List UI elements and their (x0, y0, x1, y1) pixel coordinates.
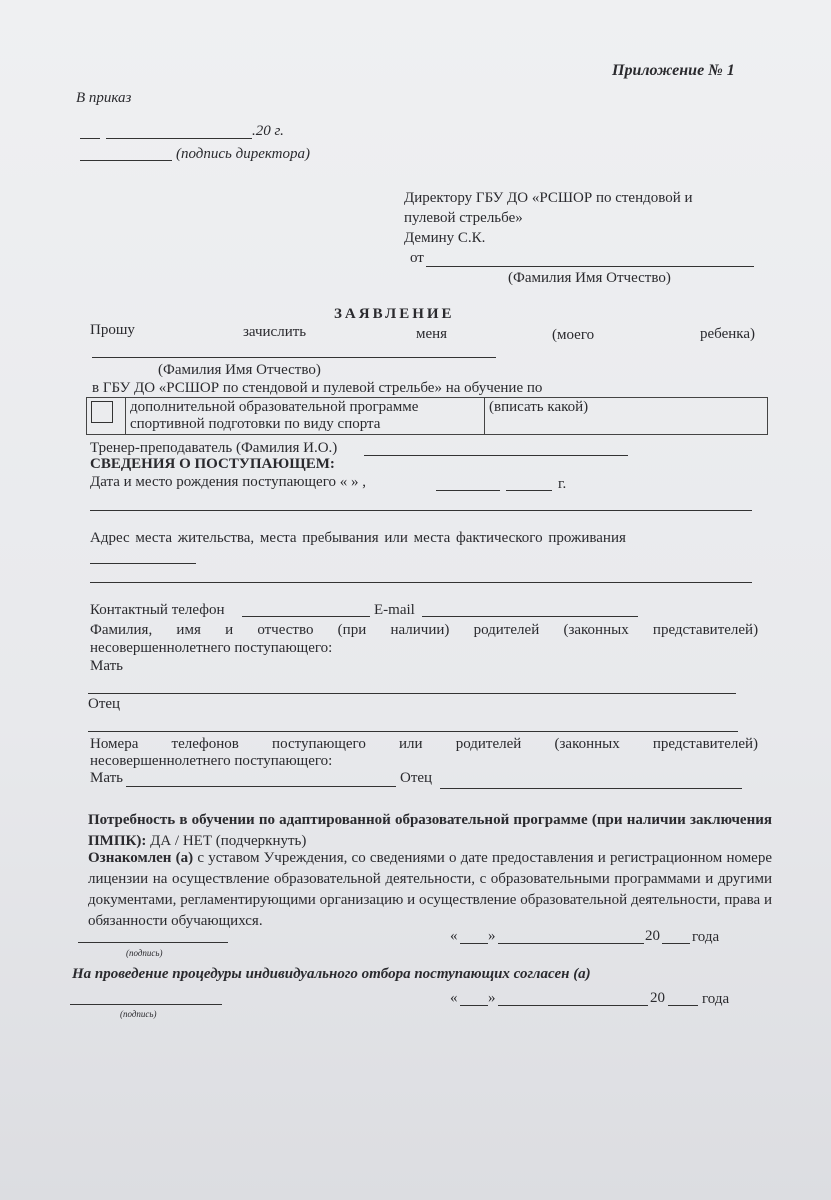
consent-signature-hint: (подпись) (120, 1009, 157, 1019)
director-signature-hint: (подпись директора) (176, 146, 311, 162)
program-input-cell[interactable] (485, 398, 768, 435)
acknowledge-month-line[interactable] (498, 943, 644, 944)
address-line1[interactable] (90, 563, 196, 564)
birth-year-label: г. (558, 476, 567, 492)
director-signature-line[interactable] (80, 160, 172, 161)
phone-mother-line[interactable] (126, 786, 396, 787)
acknowledge-date-close: » (488, 928, 496, 944)
applicant-heading: СВЕДЕНИЯ О ПОСТУПАЮЩЕМ: (90, 456, 335, 472)
acknowledge-day-line[interactable] (460, 943, 488, 944)
institution-text: в ГБУ ДО «РСШОР по стендовой и пулевой стрельбе» на обучение по (92, 380, 543, 396)
consent-text: На проведение процедуры индивидуального отбора поступающих согласен (а) (72, 966, 591, 982)
consent-date-open: « (450, 990, 458, 1006)
consent-date-close: » (488, 990, 496, 1006)
order-month-line[interactable] (106, 138, 252, 139)
from-label: от (410, 250, 424, 266)
from-name-line[interactable] (426, 266, 754, 267)
phones-label: Номера телефонов поступающего или родителей (законных представителей) (90, 736, 759, 752)
request-word: Прошу (90, 322, 135, 338)
acknowledge-year-line[interactable] (662, 943, 690, 944)
parents-label-line2: несовершеннолетнего поступающего: (90, 640, 333, 656)
phone-mother-label: Мать (90, 770, 124, 786)
consent-day-line[interactable] (460, 1005, 488, 1006)
acknowledgement-text: Ознакомлен (а) с уставом Учреждения, со сведениями о дате предоставления и регистрационном номере лицензии на осуществление образовательной деятельности, с образовательными программами и другими документами, регламентирующими организацию и осуществление образовательной деятельности, права и обязанности обучающихся. (88, 850, 772, 929)
mother-label: Мать (90, 658, 124, 674)
consent-year-line[interactable] (668, 1005, 698, 1006)
consent-year-suffix: года (702, 991, 730, 1007)
addressee-line3: Демину С.К. (404, 230, 486, 246)
phone-father-line[interactable] (440, 788, 742, 789)
acknowledge-signature-hint: (подпись) (126, 948, 163, 958)
order-label: В приказ (76, 90, 132, 106)
addressee-line2: пулевой стрельбе» (404, 210, 523, 226)
acknowledge-year-suffix: года (692, 929, 720, 945)
program-line1: дополнительной образовательной программе (130, 399, 419, 415)
mother-name-line[interactable] (88, 693, 736, 694)
request-word: (моего (552, 327, 595, 343)
phone-line[interactable] (242, 616, 370, 617)
acknowledge-year-prefix: 20 (645, 928, 660, 944)
coach-label: Тренер-преподаватель (Фамилия И.О.) (90, 440, 338, 456)
document-title: ЗАЯВЛЕНИЕ (334, 306, 455, 322)
phone-label: Контактный телефон (90, 602, 225, 618)
program-hint: (вписать какой) (489, 399, 589, 415)
program-checkbox[interactable] (91, 401, 113, 423)
phones-label-line2: несовершеннолетнего поступающего: (90, 753, 333, 769)
consent-month-line[interactable] (498, 1005, 648, 1006)
birth-year-line[interactable] (506, 490, 552, 491)
email-label: E-mail (374, 602, 415, 618)
parents-label: Фамилия, имя и отчество (при наличии) родителей (законных представителей) (90, 622, 759, 638)
acknowledge-signature-line[interactable] (78, 942, 228, 943)
program-table (86, 397, 768, 435)
request-word: зачислить (243, 324, 307, 340)
order-day-line[interactable] (80, 138, 100, 139)
request-word: меня (416, 326, 448, 342)
order-date: .20 г. (252, 123, 284, 139)
email-line[interactable] (422, 616, 638, 617)
acknowledge-date-open: « (450, 928, 458, 944)
program-line2: спортивной подготовки по виду спорта (130, 416, 381, 432)
coach-line[interactable] (364, 455, 628, 456)
child-name-line[interactable] (92, 357, 496, 358)
phone-father-label: Отец (400, 770, 433, 786)
request-word: ребенка) (700, 326, 755, 342)
from-name-hint: (Фамилия Имя Отчество) (508, 270, 671, 286)
consent-signature-line[interactable] (70, 1004, 222, 1005)
appendix-label: Приложение № 1 (612, 62, 735, 79)
birth-label: Дата и место рождения поступающего « » , (90, 474, 366, 490)
consent-year-prefix: 20 (650, 990, 665, 1006)
child-name-hint: (Фамилия Имя Отчество) (158, 362, 321, 378)
birth-place-line[interactable] (90, 510, 752, 511)
father-name-line[interactable] (88, 731, 738, 732)
address-label: Адрес места жительства, места пребывания или места фактического проживания (90, 530, 626, 546)
address-line2[interactable] (90, 582, 752, 583)
adapted-program-need: Потребность в обучении по адаптированной образовательной программе (при наличии заключения ПМПК): ДА / НЕТ (подчеркнуть) (88, 812, 772, 849)
addressee-line1: Директору ГБУ ДО «РСШОР по стендовой и (404, 190, 693, 206)
birth-month-line[interactable] (436, 490, 500, 491)
father-label: Отец (88, 696, 121, 712)
